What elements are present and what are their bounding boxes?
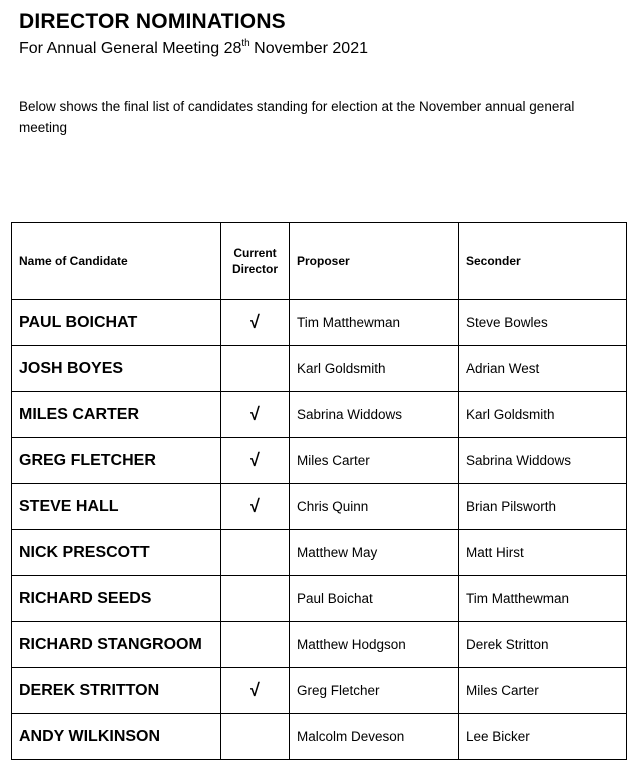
proposer-name: Sabrina Widdows: [290, 392, 459, 438]
table-row: [12, 392, 627, 438]
seconder-name: Adrian West: [459, 346, 627, 392]
current-director-check-icon: [221, 622, 290, 668]
current-director-check-icon: √: [221, 438, 290, 484]
subtitle-ordinal-suffix: th: [241, 38, 250, 49]
table-row: [12, 622, 627, 668]
table-row: [12, 484, 627, 530]
seconder-name: Lee Bicker: [459, 714, 627, 760]
table-row: [12, 530, 627, 576]
header-current-line1: Current: [233, 246, 277, 260]
current-director-check-icon: [221, 346, 290, 392]
table-header-row: [12, 223, 627, 300]
seconder-name: Steve Bowles: [459, 300, 627, 346]
candidate-name: RICHARD SEEDS: [12, 576, 221, 622]
page-subtitle: [19, 40, 368, 58]
table-row: [12, 668, 627, 714]
table-row: [12, 300, 627, 346]
header-seconder: Seconder: [459, 223, 627, 300]
seconder-name: Brian Pilsworth: [459, 484, 627, 530]
proposer-name: Chris Quinn: [290, 484, 459, 530]
seconder-name: Karl Goldsmith: [459, 392, 627, 438]
header-current-line2: Director: [231, 262, 278, 276]
intro-paragraph: Below shows the final list of candidates standing for election at the November annual general meeting: [19, 99, 575, 135]
header-name-of-candidate: Name of Candidate: [12, 223, 221, 300]
table-row: [12, 576, 627, 622]
proposer-name: Karl Goldsmith: [290, 346, 459, 392]
page-title: DIRECTOR NOMINATIONS: [19, 10, 286, 33]
subtitle-text-end: November 2021: [249, 40, 368, 57]
proposer-name: Miles Carter: [290, 438, 459, 484]
table-row: [12, 346, 627, 392]
current-director-check-icon: [221, 576, 290, 622]
candidate-name: GREG FLETCHER: [12, 438, 221, 484]
current-director-check-icon: [221, 714, 290, 760]
candidate-name: JOSH BOYES: [12, 346, 221, 392]
proposer-name: Matthew May: [290, 530, 459, 576]
seconder-name: Sabrina Widdows: [459, 438, 627, 484]
current-director-check-icon: [221, 530, 290, 576]
seconder-name: Matt Hirst: [459, 530, 627, 576]
proposer-name: Tim Matthewman: [290, 300, 459, 346]
seconder-name: Tim Matthewman: [459, 576, 627, 622]
current-director-check-icon: √: [221, 668, 290, 714]
table-row: [12, 438, 627, 484]
candidate-name: PAUL BOICHAT: [12, 300, 221, 346]
subtitle-text: For Annual General Meeting 28: [19, 40, 242, 57]
header-current-director: [221, 223, 290, 300]
proposer-name: Matthew Hodgson: [290, 622, 459, 668]
candidate-name: MILES CARTER: [12, 392, 221, 438]
current-director-check-icon: √: [221, 300, 290, 346]
current-director-check-icon: √: [221, 484, 290, 530]
candidate-name: NICK PRESCOTT: [12, 530, 221, 576]
proposer-name: Greg Fletcher: [290, 668, 459, 714]
header-proposer: Proposer: [290, 223, 459, 300]
nominations-table-body: [12, 223, 627, 760]
candidate-name: DEREK STRITTON: [12, 668, 221, 714]
proposer-name: Paul Boichat: [290, 576, 459, 622]
seconder-name: Derek Stritton: [459, 622, 627, 668]
nominations-table: [11, 222, 627, 760]
candidate-name: ANDY WILKINSON: [12, 714, 221, 760]
proposer-name: Malcolm Deveson: [290, 714, 459, 760]
table-row: [12, 714, 627, 760]
candidate-name: STEVE HALL: [12, 484, 221, 530]
candidate-name: RICHARD STANGROOM: [12, 622, 221, 668]
seconder-name: Miles Carter: [459, 668, 627, 714]
current-director-check-icon: √: [221, 392, 290, 438]
